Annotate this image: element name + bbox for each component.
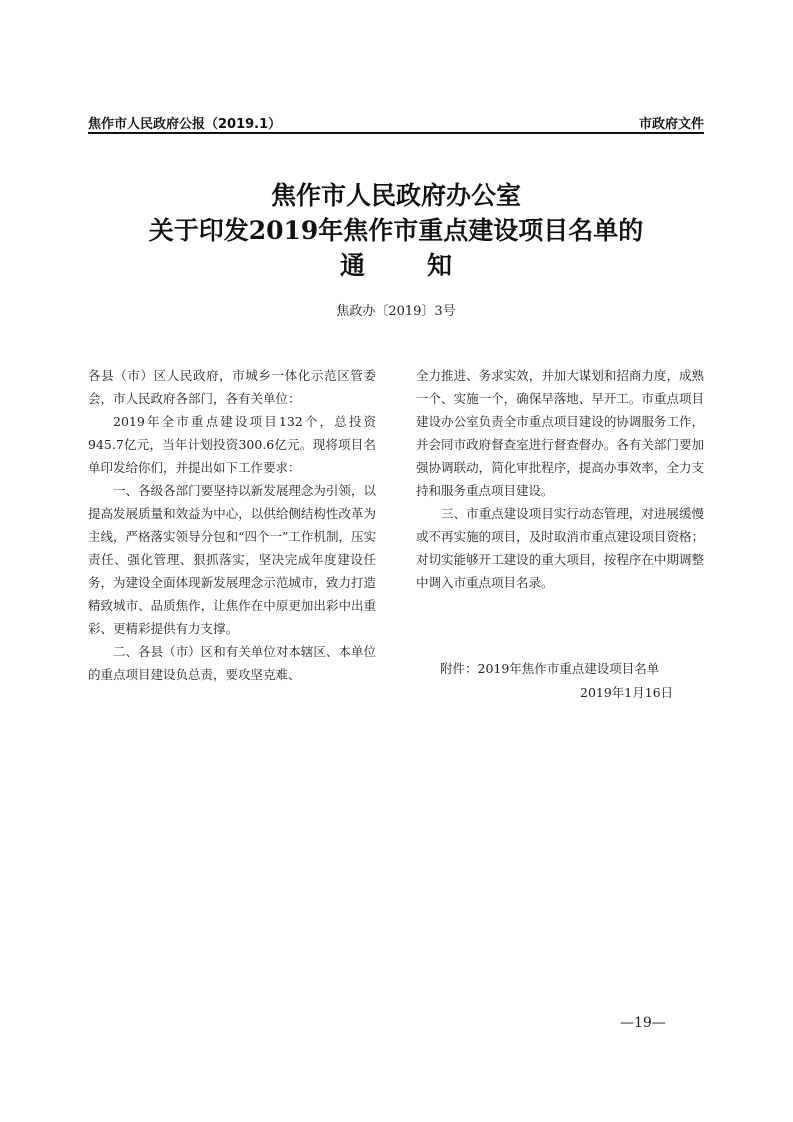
title-line-2: 关于印发2019年焦作市重点建设项目名单的 bbox=[148, 216, 644, 245]
header-publication: 焦作市人民政府公报（2019.1） bbox=[88, 117, 282, 132]
document-title bbox=[88, 178, 704, 283]
body-paragraph: 全力推进、务求实效，并加大谋划和招商力度，成熟一个、实施一个，确保早落地、早开工。市重点项目建设办公室负责全市重点项目建设的协调服务工作，并会同市政府督查室进行督查督办。各有关部门要加强协调联动，简化审批程序，提高办事效率，全力支持和服务重点项目建设。 bbox=[416, 368, 704, 498]
title-line-1: 焦作市人民政府办公室 bbox=[270, 181, 521, 210]
title-line-3: 通知 bbox=[339, 251, 514, 280]
body-paragraph: 一、各级各部门要坚持以新发展理念为引领，以提高发展质量和效益为中心，以供给侧结构性改革为主线，严格落实领导分包和“四个一”工作机制，压实责任、强化管理、狠抓落实，坚决完成年度建设任务，为建设全面体现新发展理念示范城市，致力打造精致城市、品质焦作，让焦作在中原更加出彩中出重彩、更精彩提供有力支撑。 bbox=[88, 483, 376, 636]
body-column-right bbox=[416, 364, 704, 594]
body-paragraph: 二、各县（市）区和有关单位对本辖区、本单位的重点项目建设负总责，要攻坚克难、 bbox=[88, 644, 376, 682]
header-section: 市政府文件 bbox=[638, 117, 704, 132]
document-date: 2019年1月16日 bbox=[580, 685, 674, 700]
document-number: 焦政办〔2019〕3号 bbox=[336, 304, 456, 319]
salutation: 各县（市）区人民政府，市城乡一体化示范区管委会，市人民政府各部门，各有关单位： bbox=[88, 368, 376, 406]
body-paragraph: 2019年全市重点建设项目132个，总投资945.7亿元，当年计划投资300.6亿元。现将项目名单印发给你们，并提出如下工作要求： bbox=[88, 414, 376, 475]
header-rule bbox=[88, 132, 704, 134]
body-column-left bbox=[88, 364, 376, 686]
page-number: —19— bbox=[620, 1015, 666, 1031]
page-header bbox=[88, 110, 704, 132]
body-paragraph: 三、市重点建设项目实行动态管理，对进展缓慢或不再实施的项目，及时取消市重点建设项目资格；对切实能够开工建设的重大项目，按程序在中期调整中调入市重点项目名录。 bbox=[416, 506, 704, 590]
attachment-note: 附件：2019年焦作市重点建设项目名单 bbox=[440, 661, 660, 676]
